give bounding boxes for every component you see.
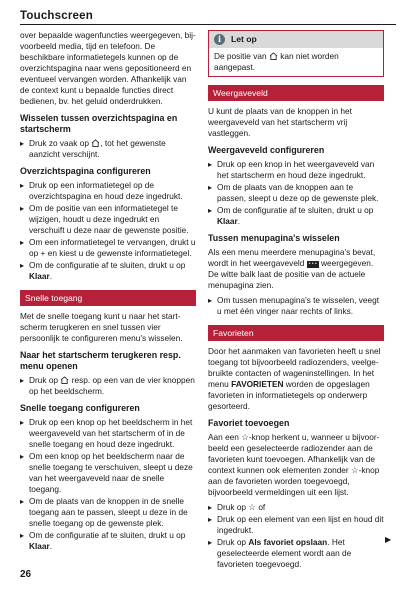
- quick-intro: Met de snelle toegang kunt u naar het startscherm terugkeren en snel tussen vier persoonlijk te configureren menu's wisselen.: [20, 311, 183, 343]
- configure-steps: [20, 180, 196, 282]
- switch-step: ▸ Druk zo vaak op , tot het gewenste aanzicht verschijnt.: [20, 138, 196, 160]
- list-item: ▸ Om de positie van een informatietegel te wijzigen, houdt u deze ingedrukt en verschuift u deze naar de gewenste positie.: [20, 203, 196, 236]
- switch-steps: [20, 138, 196, 160]
- heading-quick-configure: Snelle toegang configureren: [20, 403, 140, 413]
- header-title: Touchscreen: [20, 10, 93, 22]
- continue-arrow-icon: ▶: [385, 535, 392, 544]
- star-icon: ☆: [351, 465, 359, 475]
- heading-menupages: Tussen menupagina's wisselen: [208, 233, 340, 243]
- right-column: [208, 30, 384, 573]
- favorite-steps: [208, 502, 384, 570]
- list-item: ▸ Druk op een informatietegel op de overzichtspagina en houd deze ingedrukt.: [20, 180, 196, 202]
- note-header: [209, 31, 383, 48]
- heading-back: Naar het startscherm terugkeren resp. menu openen: [20, 350, 181, 371]
- list-item: ▸ Druk op resp. op een van de vier knoppen op het beeldscherm.: [20, 375, 196, 397]
- heading-configure: Overzichtspagina configureren: [20, 166, 151, 176]
- note-body: De positie van kan niet worden aangepast.: [214, 51, 339, 72]
- list-item: ▸ Om tussen menupagina's te wisselen, veegt u met één vinger naar rechts of links.: [208, 295, 384, 317]
- home-icon: [91, 139, 100, 147]
- favorites-intro: Door het aanmaken van favorieten heeft u snel toegang tot bijvoorbeeld radiozenders, veelgebruikte contacten of wageninstellingen. In het menu FAVORIETEN worden de opgeslagen favorieten in informatietegels op onderwerp gesorteerd.: [208, 346, 381, 411]
- list-item: ▸ Om een informatietegel te vervangen, drukt u op + en kiest u de gewenste informatietegel.: [20, 237, 196, 259]
- list-item: ▸ Druk op ☆ of: [208, 502, 384, 513]
- list-item: ▸ Druk op een knop op het beeldscherm in het weergaveveld van het startscherm of in de snelle toegang en houd deze ingedrukt.: [20, 417, 196, 450]
- note-box: [208, 30, 384, 77]
- star-icon: ☆: [241, 432, 249, 442]
- section-bar-favorites: Favorieten: [208, 325, 384, 341]
- section-bar-display: Weergaveveld: [208, 85, 384, 101]
- left-column: [20, 30, 196, 555]
- list-item: ▸ Druk op Als favoriet opslaan. Het geselecteerde element wordt aan de favorieten toegevoegd.: [208, 537, 384, 570]
- heading-switch: Wisselen tussen overzichtspagina en startscherm: [20, 113, 178, 134]
- heading-favorite-add: Favoriet toevoegen: [208, 418, 290, 428]
- list-item: ▸ Druk op een knop in het weergaveveld van het startscherm en houd deze ingedrukt.: [208, 159, 384, 181]
- menupages-steps: [208, 295, 384, 317]
- favorite-add-paragraph: Aan een ☆-knop herkent u, wanneer u bijvoorbeeld een geselecteerde radiozender aan de favorieten kunt toevoegen. Afhankelijk van de context kunnen ook elementen zonder ☆-knop aan de favorieten worden toegevoegd, bijvoorbeeld vermeldingen uit een lijst.: [208, 432, 380, 497]
- back-steps: [20, 375, 196, 397]
- list-item: ▸ Om de plaats van de knoppen aan te passen, sleept u deze op de gewenste plek.: [208, 182, 384, 204]
- quick-steps: [20, 417, 196, 552]
- list-item: ▸ Om de configuratie af te sluiten, drukt u op Klaar.: [208, 205, 384, 227]
- menupages-paragraph: Als een menu meerdere menupagina's bevat, wordt in het weergaveveld • • • weergegeven. De witte balk laat de positie van de actuele menupagina zien.: [208, 247, 376, 290]
- list-item: ▸ Om de configuratie af te sluiten, drukt u op Klaar.: [20, 530, 196, 552]
- section-bar-quick: Snelle toegang: [20, 290, 196, 306]
- info-icon: i: [214, 34, 225, 45]
- list-item: ▸ Druk op een element van een lijst en houd dit ingedrukt.: [208, 514, 384, 536]
- running-header: [20, 6, 396, 25]
- heading-display-configure: Weergaveveld configureren: [208, 145, 325, 155]
- page-indicator-icon: • • •: [308, 261, 317, 267]
- list-item: ▸ Om de plaats van de knoppen in de snelle toegang aan te passen, sleept u deze in de snelle toegang op de gewenste plek.: [20, 496, 196, 529]
- display-intro: U kunt de plaats van de knoppen in het weergaveveld van het startscherm vrij vastleggen.: [208, 106, 352, 138]
- star-icon: ☆: [248, 502, 256, 512]
- intro-paragraph: over bepaalde wagenfuncties weergegeven, bijvoorbeeld media, tijd en telefoon. De beschikbare informatietegels kunnen op de overzichtspagina naar wens gepositioneerd en eventueel vervangen worden. Afhankelijk van de context kunt u bepaalde functies direct bedienen, bv. het geluid onderdrukken.: [20, 30, 196, 106]
- list-item: ▸ Om een knop op het beeldscherm naar de snelle toegang te verschuiven, sleept u deze van het weergaveveld naar de snelle toegang.: [20, 451, 196, 495]
- note-title: Let op: [231, 34, 257, 44]
- display-steps: [208, 159, 384, 227]
- home-icon: [60, 376, 69, 384]
- list-item: ▸ Om de configuratie af te sluiten, drukt u op Klaar.: [20, 260, 196, 282]
- page-number: 26: [20, 569, 32, 580]
- home-icon: [269, 52, 278, 60]
- plus-icon: +: [40, 248, 46, 258]
